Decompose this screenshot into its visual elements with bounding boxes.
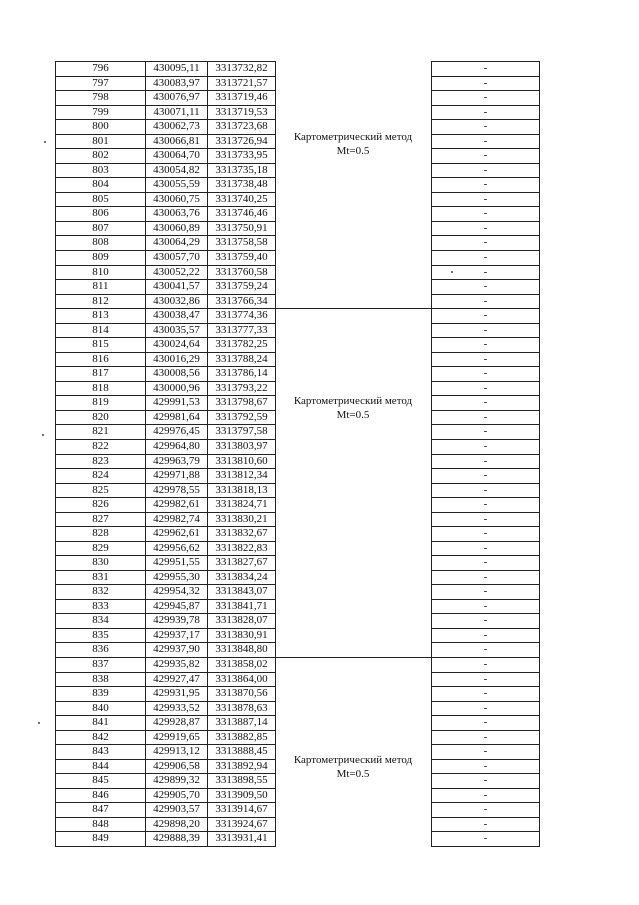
- coord-y: 3313828,07: [215, 614, 268, 627]
- coord-x: 429963,79: [153, 454, 200, 467]
- coord-x: 430032,86: [153, 294, 200, 307]
- scan-speck: [451, 271, 453, 273]
- coord-x: 430060,75: [153, 192, 200, 205]
- coord-y: 3313827,67: [215, 556, 268, 569]
- point-number: 821: [92, 425, 109, 438]
- coord-x: 430052,22: [153, 265, 200, 278]
- coord-y: 3313740,25: [215, 192, 268, 205]
- coord-x: 429981,64: [153, 410, 200, 423]
- coord-x: 429937,17: [153, 628, 200, 641]
- coord-x: 430095,11: [153, 62, 200, 74]
- dash-cell: -: [483, 381, 488, 394]
- coord-x: 429888,39: [153, 832, 200, 845]
- dash-cell: -: [483, 774, 488, 787]
- point-number: 806: [92, 207, 109, 220]
- coord-x: 429939,78: [153, 614, 200, 627]
- point-number: 807: [92, 221, 109, 234]
- point-number: 841: [92, 716, 109, 729]
- coord-y: 3313788,24: [215, 352, 268, 365]
- coord-y: 3313798,67: [215, 396, 268, 409]
- point-number: 826: [92, 498, 109, 511]
- coord-y: 3313887,14: [215, 716, 268, 729]
- coord-y: 3313888,45: [215, 745, 268, 758]
- dash-cell: -: [483, 309, 488, 322]
- coord-x: 429919,65: [153, 730, 200, 743]
- coord-y: 3313793,22: [215, 381, 268, 394]
- method-group-separator: [275, 657, 432, 658]
- coord-y: 3313721,57: [215, 76, 268, 89]
- coord-x: 429931,95: [153, 687, 200, 700]
- dash-cell: -: [483, 352, 488, 365]
- coord-y: 3313766,34: [215, 294, 268, 307]
- coord-y: 3313843,07: [215, 585, 268, 598]
- dash-cell: -: [483, 454, 488, 467]
- dash-cell: -: [483, 105, 488, 118]
- dash-cell: -: [483, 541, 488, 554]
- coord-x: 429928,87: [153, 716, 200, 729]
- coord-y: 3313824,71: [215, 498, 268, 511]
- coord-x: 429913,12: [153, 745, 200, 758]
- coord-y: 3313777,33: [215, 323, 268, 336]
- point-number: 797: [92, 76, 109, 89]
- dash-cell: -: [483, 221, 488, 234]
- point-number: 813: [92, 309, 109, 322]
- method-accuracy: Mt=0.5: [336, 409, 370, 422]
- coord-x: 430008,56: [153, 367, 200, 380]
- point-number: 836: [92, 643, 109, 656]
- coord-x: 430000,96: [153, 381, 200, 394]
- dash-cell: -: [483, 730, 488, 743]
- method-group-separator: [275, 308, 432, 309]
- coord-x: 430062,73: [153, 120, 200, 133]
- point-number: 818: [92, 381, 109, 394]
- coord-x: 429906,58: [153, 759, 200, 772]
- point-number: 817: [92, 367, 109, 380]
- method-accuracy: Mt=0.5: [336, 767, 370, 780]
- coord-x: 429905,70: [153, 788, 200, 801]
- coord-x: 430038,47: [153, 309, 200, 322]
- dash-cell: -: [483, 207, 488, 220]
- method-name: Картометрический метод: [293, 395, 413, 408]
- dash-cell: -: [483, 236, 488, 249]
- point-number: 837: [92, 658, 109, 671]
- dash-cell: -: [483, 265, 488, 278]
- coord-y: 3313832,67: [215, 527, 268, 540]
- coord-y: 3313735,18: [215, 163, 268, 176]
- point-number: 822: [92, 439, 109, 452]
- coord-y: 3313834,24: [215, 570, 268, 583]
- dash-cell: -: [483, 512, 488, 525]
- point-number: 839: [92, 687, 109, 700]
- dash-cell: -: [483, 294, 488, 307]
- dash-cell: -: [483, 570, 488, 583]
- point-number: 838: [92, 672, 109, 685]
- point-number: 800: [92, 120, 109, 133]
- coord-x: 429991,53: [153, 396, 200, 409]
- method-name: Картометрический метод: [293, 753, 413, 766]
- coord-y: 3313774,36: [215, 309, 268, 322]
- dash-cell: -: [483, 367, 488, 380]
- dash-cell: -: [483, 599, 488, 612]
- point-number: 803: [92, 163, 109, 176]
- point-number: 805: [92, 192, 109, 205]
- point-number: 816: [92, 352, 109, 365]
- coord-y: 3313738,48: [215, 178, 268, 191]
- scan-speck: [42, 434, 44, 436]
- coord-x: 429937,90: [153, 643, 200, 656]
- point-number: 814: [92, 323, 109, 336]
- dash-cell: -: [483, 672, 488, 685]
- coord-x: 429927,47: [153, 672, 200, 685]
- dash-cell: -: [483, 280, 488, 293]
- point-number: 824: [92, 469, 109, 482]
- coord-y: 3313786,14: [215, 367, 268, 380]
- dash-row-line: [431, 846, 540, 847]
- point-number: 812: [92, 294, 109, 307]
- coord-y: 3313924,67: [215, 817, 268, 830]
- point-number: 825: [92, 483, 109, 496]
- point-number: 830: [92, 556, 109, 569]
- coord-y: 3313803,97: [215, 439, 268, 452]
- dash-cell: -: [483, 687, 488, 700]
- point-number: 849: [92, 832, 109, 845]
- coord-x: 429956,62: [153, 541, 200, 554]
- coord-x: 430063,76: [153, 207, 200, 220]
- dash-cell: -: [483, 120, 488, 133]
- coord-x: 430016,29: [153, 352, 200, 365]
- dash-cell: -: [483, 76, 488, 89]
- point-number: 833: [92, 599, 109, 612]
- scan-speck: [44, 141, 46, 143]
- dash-cell: -: [483, 759, 488, 772]
- coord-x: 429971,88: [153, 469, 200, 482]
- dash-cell: -: [483, 439, 488, 452]
- coord-x: 429982,61: [153, 498, 200, 511]
- coord-x: 429899,32: [153, 774, 200, 787]
- dash-cell: -: [483, 192, 488, 205]
- point-number: 848: [92, 817, 109, 830]
- dash-cell: -: [483, 643, 488, 656]
- point-number: 845: [92, 774, 109, 787]
- point-number: 810: [92, 265, 109, 278]
- dash-cell: -: [483, 817, 488, 830]
- dash-cell: -: [483, 323, 488, 336]
- coord-x: 429903,57: [153, 803, 200, 816]
- coord-x: 430057,70: [153, 250, 200, 263]
- coord-y: 3313864,00: [215, 672, 268, 685]
- method-accuracy: Mt=0.5: [336, 144, 370, 157]
- coord-x: 430064,70: [153, 149, 200, 162]
- dash-cell: -: [483, 556, 488, 569]
- coord-y: 3313882,85: [215, 730, 268, 743]
- coord-x: 430041,57: [153, 280, 200, 293]
- point-number: 809: [92, 250, 109, 263]
- coord-y: 3313858,02: [215, 658, 268, 671]
- coord-x: 430083,97: [153, 76, 200, 89]
- dash-cell: -: [483, 832, 488, 845]
- dash-cell: -: [483, 425, 488, 438]
- point-number: 798: [92, 91, 109, 104]
- coord-x: 430035,57: [153, 323, 200, 336]
- coord-y: 3313870,56: [215, 687, 268, 700]
- coord-x: 429951,55: [153, 556, 200, 569]
- coord-x: 429935,82: [153, 658, 200, 671]
- point-number: 820: [92, 410, 109, 423]
- scan-speck: [38, 722, 40, 724]
- point-number: 796: [92, 62, 109, 74]
- coord-x: 429976,45: [153, 425, 200, 438]
- dash-cell: -: [483, 149, 488, 162]
- dash-cell: -: [483, 338, 488, 351]
- coord-y: 3313792,59: [215, 410, 268, 423]
- coord-y: 3313760,58: [215, 265, 268, 278]
- point-number: 819: [92, 396, 109, 409]
- coord-y: 3313914,67: [215, 803, 268, 816]
- coord-x: 429898,20: [153, 817, 200, 830]
- point-number: 844: [92, 759, 109, 772]
- coord-x: 429962,61: [153, 527, 200, 540]
- coord-y: 3313723,68: [215, 120, 268, 133]
- coord-y: 3313822,83: [215, 541, 268, 554]
- coord-y: 3313812,34: [215, 469, 268, 482]
- method-name: Картометрический метод: [293, 130, 413, 143]
- coord-x: 430054,82: [153, 163, 200, 176]
- coord-y: 3313898,55: [215, 774, 268, 787]
- coord-y: 3313719,53: [215, 105, 268, 118]
- coord-y: 3313759,40: [215, 250, 268, 263]
- coord-y: 3313909,50: [215, 788, 268, 801]
- method-label: [276, 753, 430, 781]
- coord-y: 3313931,41: [215, 832, 268, 845]
- coord-x: 429933,52: [153, 701, 200, 714]
- coord-y: 3313758,58: [215, 236, 268, 249]
- coord-x: 429954,32: [153, 585, 200, 598]
- dash-cell: -: [483, 745, 488, 758]
- point-number: 802: [92, 149, 109, 162]
- coord-x: 429978,55: [153, 483, 200, 496]
- coord-y: 3313782,25: [215, 338, 268, 351]
- dash-cell: -: [483, 628, 488, 641]
- dash-cell: -: [483, 658, 488, 671]
- point-number: 827: [92, 512, 109, 525]
- coord-y: 3313759,24: [215, 280, 268, 293]
- coord-y: 3313878,63: [215, 701, 268, 714]
- dash-cell: -: [483, 803, 488, 816]
- coord-y: 3313726,94: [215, 134, 268, 147]
- point-number: 815: [92, 338, 109, 351]
- point-number: 834: [92, 614, 109, 627]
- dash-cell: -: [483, 716, 488, 729]
- coord-y: 3313719,46: [215, 91, 268, 104]
- dash-cell: -: [483, 178, 488, 191]
- coord-y: 3313830,21: [215, 512, 268, 525]
- coord-x: 429982,74: [153, 512, 200, 525]
- point-number: 847: [92, 803, 109, 816]
- dash-cell: -: [483, 483, 488, 496]
- coord-x: 430055,59: [153, 178, 200, 191]
- point-number: 843: [92, 745, 109, 758]
- coord-y: 3313892,94: [215, 759, 268, 772]
- point-number: 808: [92, 236, 109, 249]
- coord-x: 429945,87: [153, 599, 200, 612]
- point-number: 842: [92, 730, 109, 743]
- coord-x: 429964,80: [153, 439, 200, 452]
- coord-y: 3313733,95: [215, 149, 268, 162]
- dash-cell: -: [483, 410, 488, 423]
- coord-y: 3313750,91: [215, 221, 268, 234]
- dash-cell: -: [483, 788, 488, 801]
- dash-cell: -: [483, 527, 488, 540]
- coord-y: 3313810,60: [215, 454, 268, 467]
- coord-x: 430076,97: [153, 91, 200, 104]
- point-number: 801: [92, 134, 109, 147]
- coord-x: 430071,11: [153, 105, 200, 118]
- dash-cell: -: [483, 163, 488, 176]
- point-number: 846: [92, 788, 109, 801]
- coord-x: 430060,89: [153, 221, 200, 234]
- point-number: 832: [92, 585, 109, 598]
- coord-y: 3313797,58: [215, 425, 268, 438]
- point-number: 840: [92, 701, 109, 714]
- coord-x: 429955,30: [153, 570, 200, 583]
- dash-cell: -: [483, 585, 488, 598]
- dash-cell: -: [483, 250, 488, 263]
- point-number: 829: [92, 541, 109, 554]
- coord-y: 3313841,71: [215, 599, 268, 612]
- coord-y: 3313746,46: [215, 207, 268, 220]
- coord-x: 430024,64: [153, 338, 200, 351]
- point-number: 835: [92, 628, 109, 641]
- method-label: [276, 130, 430, 158]
- point-number: 828: [92, 527, 109, 540]
- point-number: 823: [92, 454, 109, 467]
- dash-cell: -: [483, 134, 488, 147]
- dash-cell: -: [483, 614, 488, 627]
- point-number: 831: [92, 570, 109, 583]
- dash-cell: -: [483, 62, 488, 74]
- coord-x: 430066,81: [153, 134, 200, 147]
- method-label: [276, 394, 430, 422]
- point-number: 811: [92, 280, 109, 293]
- dash-cell: -: [483, 396, 488, 409]
- coord-y: 3313818,13: [215, 483, 268, 496]
- dash-cell: -: [483, 91, 488, 104]
- coord-y: 3313848,80: [215, 643, 268, 656]
- dash-cell: -: [483, 498, 488, 511]
- point-number: 804: [92, 178, 109, 191]
- dash-cell: -: [483, 469, 488, 482]
- point-number: 799: [92, 105, 109, 118]
- table-row-line: [55, 846, 276, 847]
- dash-cell: -: [483, 701, 488, 714]
- coord-y: 3313732,82: [215, 62, 268, 74]
- coord-y: 3313830,91: [215, 628, 268, 641]
- coord-x: 430064,29: [153, 236, 200, 249]
